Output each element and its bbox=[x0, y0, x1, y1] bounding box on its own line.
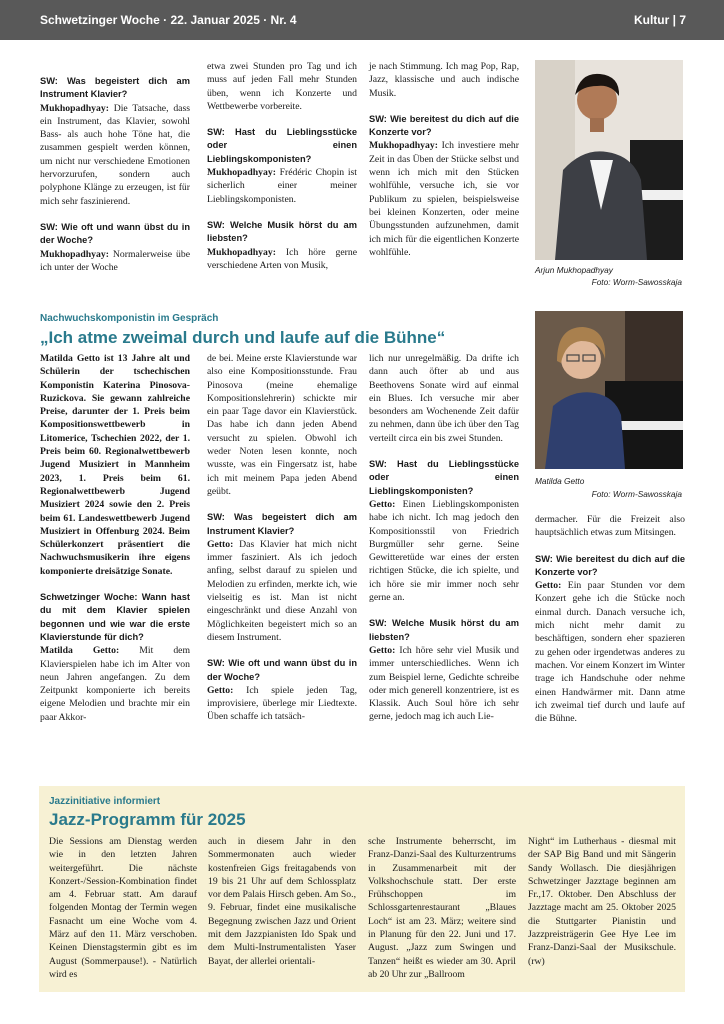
photo-caption-arjun: Arjun Mukhopadhyay bbox=[535, 265, 613, 275]
qa-block bbox=[535, 513, 685, 540]
answer: lich nur unregelmäßig. Da drifte ich dann auch öfter ab und aus Beethovens Sonate wird auf einmal ein Blues. Ich versuche mir aber besonders am Wochenende Zeit dafür zu nehmen, dann übe ich über den Tag verteilt circa ein bis zwei Stunden. bbox=[369, 353, 519, 444]
article3-col4: Night“ im Lutherhaus - diesmal mit der SAP Big Band und mit Sängerin Sandy Wollasch. Die diesjährigen Schwetzinger Jazztage beginnen am Fr.,17. Oktober. Den Abschluss der Jazztage macht am 25. Oktober 2025 die Stuttgarter Pianistin und Jazzpreisträgerin Gee Hye Lee im Franz-Danzi-Saal der Musikschule. (rw) bbox=[528, 836, 676, 967]
qa-block bbox=[40, 75, 190, 208]
jazz-box bbox=[39, 786, 685, 992]
question: SW: Wie oft und wann übst du in der Woche? bbox=[40, 221, 190, 246]
speaker: Getto: bbox=[207, 538, 234, 550]
speaker: Mukhopadhyay: bbox=[40, 248, 109, 260]
article3-col3: sche Instrumente beherrscht, im Franz-Danzi-Saal des Kulturzentrums in Zusammenarbeit mit der Volkshochschule statt. Der erste Frühschoppen im Schlossgartenrestaurant „Blaues Loch“ ist am 23. März; weitere sind in Planung für den 22. Juni und 17. August. „Jazz zum Swingen und Tanzen“ heißt es wieder am 30. April ab 20 Uhr zur „Ballroom bbox=[368, 836, 516, 980]
speaker: Getto: bbox=[535, 580, 562, 592]
answer: Normalerweise übe ich unter der Woche bbox=[40, 248, 190, 273]
qa-block bbox=[207, 126, 357, 206]
publication-line: Schwetzinger Woche · 22. Januar 2025 · Nr. 4 bbox=[40, 13, 297, 27]
qa-block bbox=[40, 591, 190, 724]
speaker: Getto: bbox=[207, 684, 234, 696]
qa-block bbox=[369, 458, 519, 604]
article1-col2 bbox=[207, 60, 357, 285]
question: Schwetzinger Woche: Wann hast du mit dem Klavier spielen begonnen und wie war die erste Klavierstunde für dich? bbox=[40, 592, 190, 642]
answer: Frédéric Chopin ist sicherlich einer meiner Lieblingskomponisten. bbox=[207, 167, 357, 205]
question: SW: Hast du Lieblingsstücke oder einen Lieblingskomponisten? bbox=[369, 459, 519, 496]
answer: Einen Lieblingskomponisten habe ich nicht. Ich mag jedoch den Kompositionsstil von Friedrich Burgmüller sehr gerne. Seine Gewitteretüde war eines der ersten richtigen Stücke, die ich spielte, und ich höre sie mir immer noch sehr gerne an. bbox=[369, 498, 519, 604]
article3-kicker: Jazzinitiative informiert bbox=[49, 796, 161, 807]
question: SW: Wie bereitest du dich auf die Konzerte vor? bbox=[369, 113, 519, 138]
page-header bbox=[0, 0, 724, 40]
answer: dermacher. Für die Freizeit also hauptsächlich etwas zum Mitsingen. bbox=[535, 514, 685, 539]
answer: de bei. Meine erste Klavierstunde war also eine Kompositionsstunde. Frau Pinosova (meine ehemalige Kompositionslehrerin) schickte mir ein paar Tage davor ein Klavierstück. Das habe ich dann jeden Abend versucht zu spielen. Obwohl ich weder Noten lesen konnte, noch wusste, was ein Fingersatz ist, habe ich mit meinem Papa jeden Abend geübt. bbox=[207, 353, 357, 497]
qa-block bbox=[207, 219, 357, 272]
article2-col2 bbox=[207, 352, 357, 737]
question: SW: Wie oft und wann übst du in der Woche? bbox=[207, 658, 357, 682]
answer: Ich investiere mehr Zeit in das Üben der Stücke selbst und wenn ich mich mit den Stücken wohlfühle, versuche ich, sie vor Publikum zu spielen, beispielsweise bei kleinen Konzerten, oder meine Übungsstunden aufzunehmen, damit ich mich für die eigentlichen Konzerte wohlfühle. bbox=[369, 140, 519, 258]
question: SW: Was begeistert dich am Instrument Klavier? bbox=[40, 76, 190, 100]
question: SW: Wie bereitest du dich auf die Konzerte vor? bbox=[535, 553, 685, 577]
speaker: Mukhopadhyay: bbox=[40, 102, 109, 114]
article3-headline: Jazz-Programm für 2025 bbox=[49, 810, 246, 829]
article2-lead: Matilda Getto ist 13 Jahre alt und Schülerin der tschechischen Komponistin Katerina Pinosova-Ruzickova. Sie gewann zahlreiche Preise, darunter der 1. Preis beim Kompositionswettbewerb in Litomerice, Tschechien 2022, der 1. Preis beim 60. Regionalwettbewerb Jugend Musiziert in Mannheim 2023, 1. Preis beim 61. Regionalwettbewerb Jugend Musiziert 2024 sowie den 2. Preis beim 61. Landeswettbewerb Jugend Musiziert in Offenburg 2024. Beim Schülerkonzert präsentiert die Nachwuchsmusikerin ihre eigens komponierte dreisätzige Sonate. bbox=[40, 353, 190, 577]
qa-block bbox=[207, 60, 357, 113]
answer: Das Klavier hat mich nicht immer fasziniert. Als ich jedoch anfing, selbst darauf zu spielen und Melodien zu erfinden, merkte ich, wie vielseitig es ist. Man ist nicht eingeschränkt und diese Anzahl von Möglichkeiten begeistert mich so an diesem Instrument. bbox=[207, 538, 357, 643]
article3-col2: auch in diesem Jahr in den Sommermonaten auch wieder kostenfreien Gigs freitagabends von 19 bis 21 Uhr auf dem Schlossplatz vor dem Palais Hirsch geben. Am So., 9. Februar, findet eine musikalische Begegnung zwischen Jazz und Orient mit dem Jazzpianisten Ido Spak und dem Multi-Instrumentalisten Yaser Bayat, der allerlei orientali- bbox=[208, 836, 356, 967]
article2-headline: „Ich atme zweimal durch und laufe auf die Bühne“ bbox=[40, 328, 446, 347]
photo-arjun bbox=[535, 60, 683, 260]
article2-col4 bbox=[535, 513, 685, 738]
speaker: Mukhopadhyay: bbox=[207, 246, 276, 258]
question: SW: Welche Musik hörst du am liebsten? bbox=[207, 219, 357, 244]
qa-block bbox=[207, 511, 357, 644]
answer: Mit dem Klavierspielen habe ich im Alter von neun Jahren angefangen. Zu dem Zeitpunkt komponierte ich bereits eigene Melodien und brachte mir ein paar Akkor- bbox=[40, 645, 190, 723]
answer: Ich spiele jeden Tag, improvisiere, überlege mir Liedtexte. Üben schaffe ich tatsäch- bbox=[207, 684, 357, 723]
answer: je nach Stimmung. Ich mag Pop, Rap, Jazz, klassische und auch indische Musik. bbox=[369, 61, 519, 99]
article3-col1: Die Sessions am Dienstag werden wie in den letzten Jahren weitergeführt. Die nächste Konzert-/Session-Kombination findet am 4. Februar statt. Am darauf folgenden Montag der Termin wegen Fasnacht um eine Woche vom 4. März auf den 11. März verschoben. Keinen Dienstagstermin gibt es im August (Sommerpause!). - Natürlich wird es bbox=[49, 836, 197, 980]
answer: etwa zwei Stunden pro Tag und ich muss auf jeden Fall mehr Stunden üben, wenn ich Konzerte und Wettbewerbe vorbereite. bbox=[207, 61, 357, 112]
qa-block bbox=[207, 352, 357, 498]
article2-col3 bbox=[369, 352, 519, 737]
qa-block bbox=[369, 60, 519, 100]
answer: Ich höre gerne verschiedene Arten von Musik, bbox=[207, 246, 357, 271]
qa-block bbox=[40, 221, 190, 274]
photo-credit-matilda: Foto: Worm-Sawosskaja bbox=[591, 489, 682, 499]
qa-block bbox=[369, 352, 519, 445]
photo-credit-arjun: Foto: Worm-Sawosskaja bbox=[591, 277, 682, 287]
photo-caption-matilda: Matilda Getto bbox=[535, 476, 585, 486]
speaker: Matilda Getto: bbox=[40, 645, 120, 657]
qa-block bbox=[535, 553, 685, 726]
qa-block bbox=[207, 657, 357, 723]
question: SW: Welche Musik hörst du am liebsten? bbox=[369, 618, 519, 642]
section-page: Kultur | 7 bbox=[633, 13, 686, 27]
article1-col3 bbox=[369, 60, 519, 272]
speaker: Mukhopadhyay: bbox=[207, 167, 276, 179]
speaker: Getto: bbox=[369, 498, 396, 510]
speaker: Mukhopadhyay: bbox=[369, 140, 438, 152]
qa-block bbox=[369, 617, 519, 723]
question: SW: Hast du Lieblingsstücke oder einen Lieblingskomponisten? bbox=[207, 127, 357, 164]
qa-block bbox=[369, 113, 519, 259]
article2-kicker: Nachwuchskomponistin im Gespräch bbox=[40, 313, 219, 324]
speaker: Getto: bbox=[369, 644, 396, 656]
answer: Die Tatsache, dass ein Instrument, das Klavier, sowohl Bass- als auch hohe Töne hat, die zusammen gespielt werden können, um nicht nur verschiedene Emotionen hervorzurufen, sondern auch polyphone Klänge zu erzeugen, ist für mich sehr faszinierend. bbox=[40, 102, 191, 207]
article1-col1 bbox=[40, 75, 190, 287]
answer: Ein paar Stunden vor dem Konzert gehe ich die Stücke noch einmal durch. Danach versuche ich, mich nicht mehr damit zu beschäftigen, sondern eher spazieren zu gehen oder irgendetwas anderes zu machen. Vor einem Konzert im Winter trage ich Handschuhe oder nehme einen Handwärmer mit. Dann atme ich zweimal tief durch und laufe auf die Bühne. bbox=[535, 580, 686, 725]
photo-matilda bbox=[535, 311, 683, 469]
answer: Ich höre sehr viel Musik und immer unterschiedliches. Wenn ich zum Beispiel lerne, Gedichte schreibe oder mich generell konzentriere, ist es Klassik. Auch Soul höre ich sehr gerne, jedoch mag ich auch Lie- bbox=[369, 644, 519, 723]
article2-col1 bbox=[40, 352, 190, 737]
question: SW: Was begeistert dich am Instrument Klavier? bbox=[207, 512, 357, 536]
